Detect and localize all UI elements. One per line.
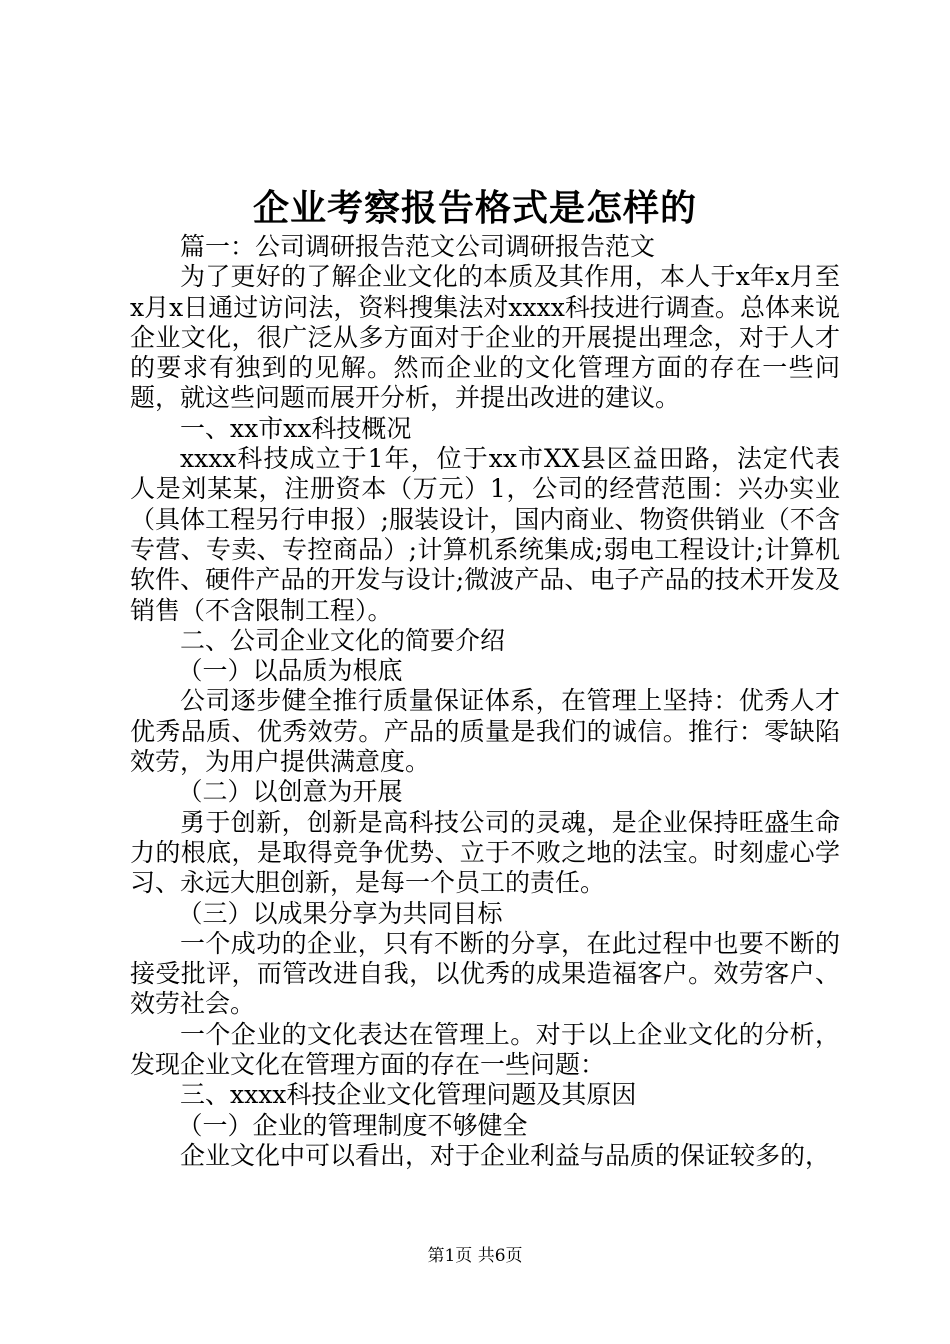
document-body: [130, 232, 840, 1171]
paragraph-article-heading: 篇一：公司调研报告范文公司调研报告范文: [180, 232, 656, 261]
paragraph-intro: 为了更好的了解企业文化的本质及其作用，本人于x年x月至x月x日通过访问法，资料搜集法对xxxx科技进行调查。总体来说企业文化，很广泛从多方面对于企业的开展提出理念，对于人才的要求有独到的见解。然而企业的文化管理方面的存在一些问题，就这些问题而展开分析，并提出改进的建议。: [130, 262, 840, 413]
document-title: 企业考察报告格式是怎样的: [252, 187, 697, 229]
paragraph-management: 企业文化中可以看出，对于企业利益与品质的保证较多的，: [180, 1140, 831, 1170]
section-heading-1: 一、xx市xx科技概况: [180, 413, 412, 443]
subsection-heading-quality: （一）以品质为根底: [177, 656, 403, 686]
subsection-heading-sharing: （三）以成果分享为共同目标: [177, 898, 503, 928]
subsection-heading-management: （一）企业的管理制度不够健全: [177, 1110, 528, 1140]
paragraph-culture-management: 一个企业的文化表达在管理上。对于以上企业文化的分析，发现企业文化在管理方面的存在一些问题：: [130, 1019, 840, 1080]
paragraph-sharing: 一个成功的企业，只有不断的分享，在此过程中也要不断的接受批评，而管改进自我，以优秀的成果造福客户。效劳客户、效劳社会。: [130, 928, 840, 1019]
page-number-footer: 第1页 共6页: [427, 1246, 523, 1266]
paragraph-innovation: 勇于创新，创新是高科技公司的灵魂，是企业保持旺盛生命力的根底，是取得竞争优势、立于不败之地的法宝。时刻虚心学习、永远大胆创新，是每一个员工的责任。: [130, 807, 840, 898]
section-heading-2: 二、公司企业文化的简要介绍: [180, 625, 506, 655]
paragraph-company-overview: xxxx科技成立于1年，位于xx市XX县区益田路，法定代表人是刘某某，注册资本（万元）1，公司的经营范围：兴办实业（具体工程另行申报）;服装设计，国内商业、物资供销业（不含专营、专卖、专控商品）;计算机系统集成;弱电工程设计;计算机软件、硬件产品的开发与设计;微波产品、电子产品的技术开发及销售（不含限制工程）。: [130, 444, 840, 625]
subsection-heading-innovation: （二）以创意为开展: [177, 777, 403, 807]
section-heading-3: 三、xxxx科技企业文化管理问题及其原因: [180, 1080, 637, 1110]
paragraph-quality: 公司逐步健全推行质量保证体系，在管理上坚持：优秀人才优秀品质、优秀效劳。产品的质量是我们的诚信。推行：零缺陷效劳，为用户提供满意度。: [130, 686, 840, 777]
